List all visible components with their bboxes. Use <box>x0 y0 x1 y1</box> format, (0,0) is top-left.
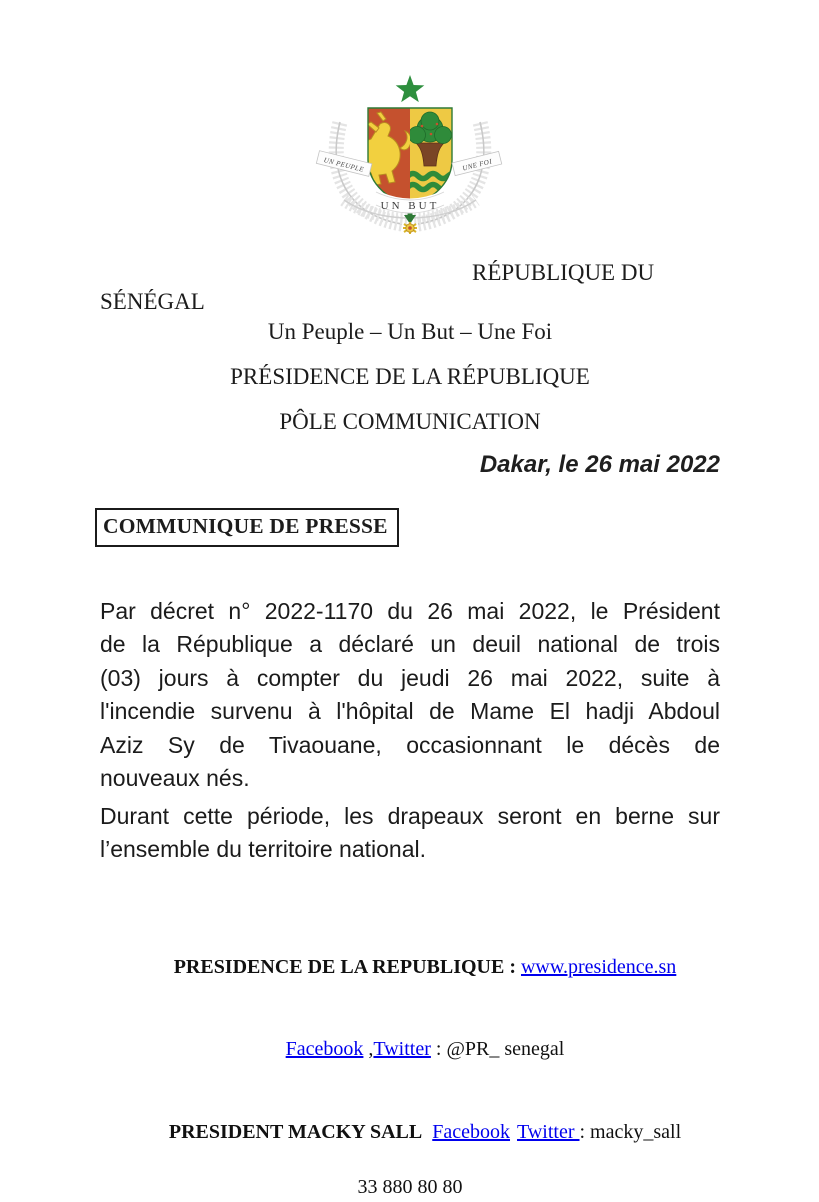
ribbon-left <box>316 151 372 177</box>
body-line: de la République a déclaré un deuil national de trois <box>100 631 720 658</box>
president-twitter-link[interactable]: Twitter <box>517 1121 580 1144</box>
body-paragraph-1 <box>100 595 720 795</box>
institution-name: PRÉSIDENCE DE LA RÉPUBLIQUE <box>230 364 590 389</box>
president-facebook-link[interactable]: Facebook <box>432 1121 511 1144</box>
footer-line-presidency-socials <box>60 1009 760 1092</box>
body-line: l'incendie survenu à l'hôpital de Mame El hadji Abdoul <box>100 698 720 725</box>
footer-line-president-socials <box>60 1092 760 1175</box>
svg-text:UNE FOI: UNE FOI <box>461 157 493 173</box>
footer-phone-number: 33 880 80 80 <box>357 1176 463 1199</box>
presidency-label: PRESIDENCE DE LA REPUBLIQUE : <box>173 955 521 978</box>
ribbon-right <box>452 151 502 175</box>
footer-line-presidency <box>60 926 760 1009</box>
body-line: (03) jours à compter du jeudi 26 mai 2022, suite à <box>100 664 720 691</box>
president-twitter-handle: : macky_sall <box>579 1121 682 1144</box>
national-motto: Un Peuple – Un But – Une Foi <box>267 319 553 344</box>
svg-text:UN BUT: UN BUT <box>380 200 440 212</box>
country-name-line1: RÉPUBLIQUE DU <box>472 260 655 285</box>
department-name: PÔLE COMMUNICATION <box>279 409 541 434</box>
body-line: Par décret n° 2022-1170 du 26 mai 2022, le Président <box>100 598 720 624</box>
press-release-title-box <box>95 508 399 547</box>
body-line: Aziz Sy de Tivaouane, occasionnant le décès de <box>100 731 720 758</box>
comma-separator: , <box>363 1038 374 1061</box>
presidency-twitter-link[interactable]: Twitter <box>373 1038 431 1061</box>
body-line: l’ensemble du territoire national. <box>100 836 427 863</box>
svg-text:UN PEUPLE: UN PEUPLE <box>322 156 365 174</box>
footer-contact-block <box>60 926 760 1202</box>
presidency-twitter-handle: : @PR_ senegal <box>430 1038 565 1061</box>
presidency-facebook-link[interactable]: Facebook <box>285 1038 364 1061</box>
body-line: nouveaux nés. <box>100 765 250 792</box>
presidency-website-link[interactable]: www.presidence.sn <box>520 955 677 978</box>
green-star-icon <box>396 75 425 102</box>
body-paragraph-2 <box>100 800 720 867</box>
senegal-coat-of-arms <box>315 74 505 236</box>
country-name-line2: SÉNÉGAL <box>100 289 205 314</box>
dateline: Dakar, le 26 mai 2022 <box>479 451 720 478</box>
press-release-title: COMMUNIQUE DE PRESSE <box>103 514 388 538</box>
president-label: PRESIDENT MACKY SALL <box>168 1121 423 1144</box>
body-line: Durant cette période, les drapeaux seront en berne sur <box>100 803 720 829</box>
